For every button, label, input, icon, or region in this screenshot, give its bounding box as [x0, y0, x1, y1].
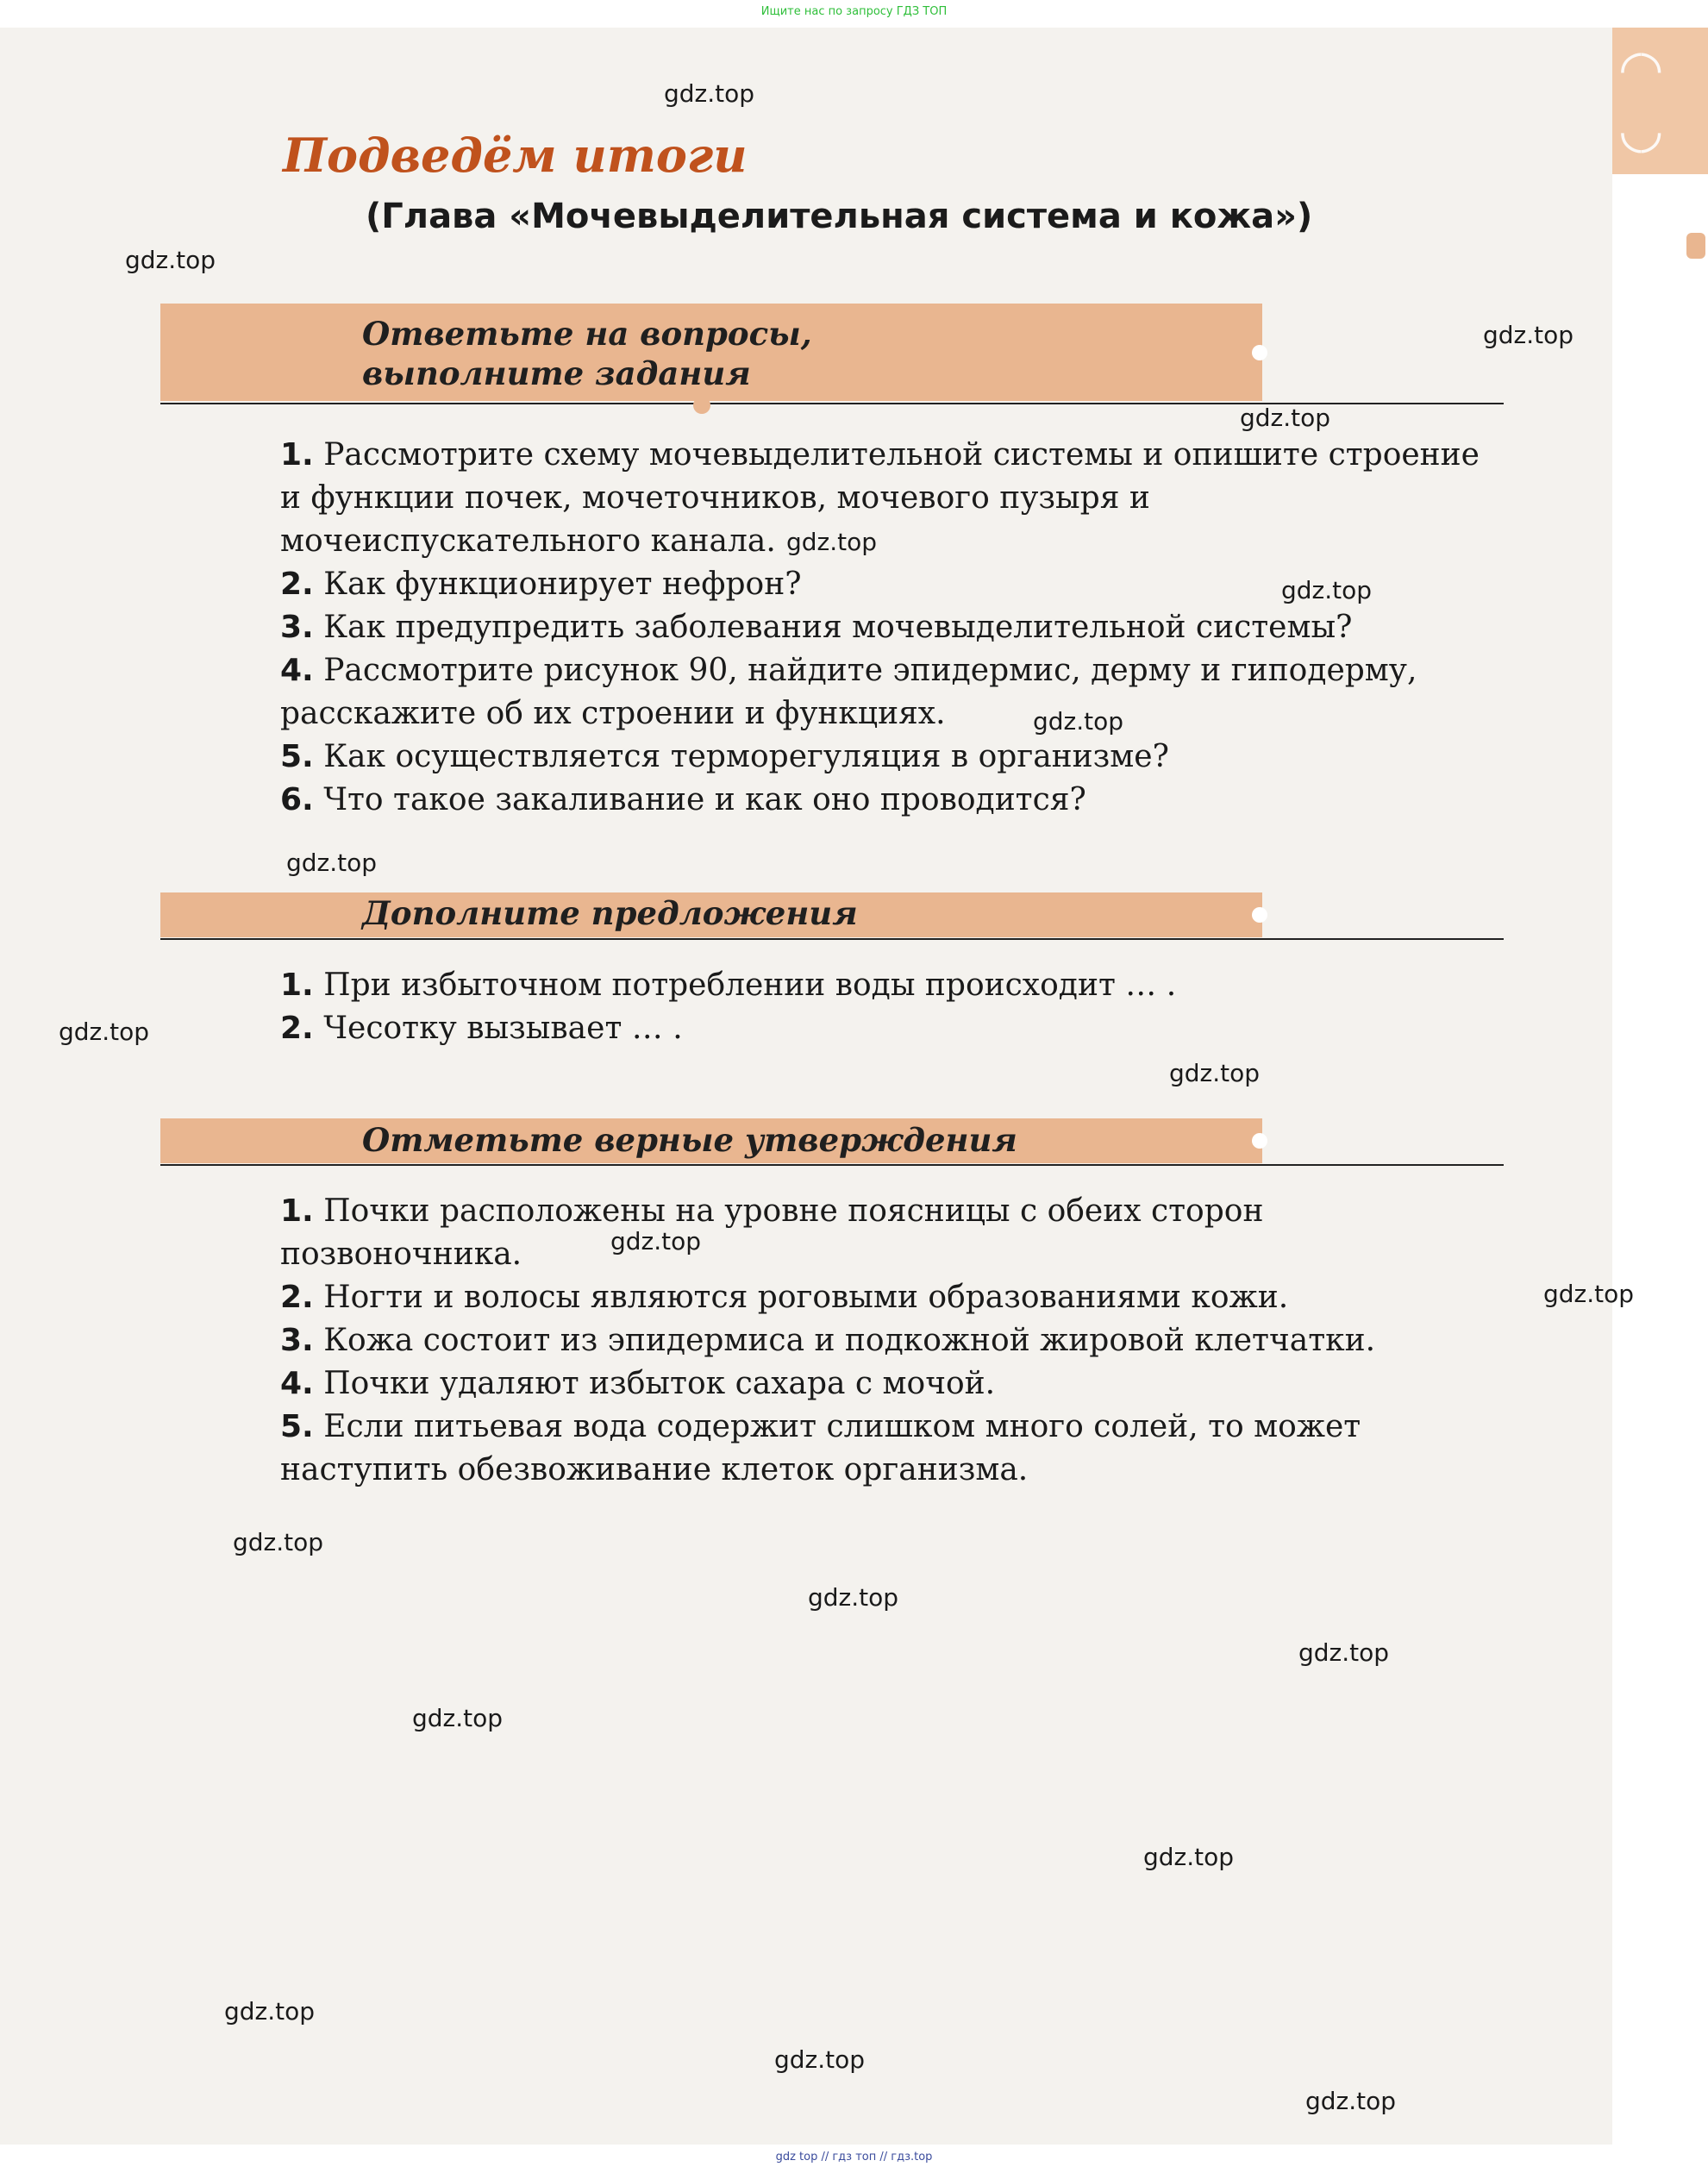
corner-marker — [1686, 233, 1705, 259]
item-number: 1. — [280, 968, 314, 1003]
item-text: При избыточном потреблении воды происходит … . — [323, 968, 1177, 1003]
list-item — [280, 434, 1505, 563]
page-edge — [1612, 28, 1708, 2145]
watermark: gdz.top — [610, 1227, 702, 1256]
list-item — [280, 1406, 1505, 1492]
rule-dot — [693, 397, 710, 414]
item-text: Почки расположены на уровне поясницы с обеих сторон позвоночника. — [280, 1193, 1264, 1272]
section-title-complete: Дополните предложения — [362, 894, 858, 932]
section-rule — [160, 1164, 1504, 1166]
list-item — [280, 649, 1505, 736]
watermark: gdz.top — [125, 246, 216, 274]
item-text: Кожа состоит из эпидермиса и подкожной жировой клетчатки. — [323, 1323, 1376, 1358]
corner-decoration: ◜◝ ◟◞ — [1612, 28, 1708, 174]
item-text: Рассмотрите схему мочевыделительной системы и опишите строение и функции почек, мочеточников, мочевого пузыря и мочеиспускательного канала. — [280, 437, 1480, 559]
item-number: 2. — [280, 1280, 314, 1315]
item-text: Если питьевая вода содержит слишком много солей, то может наступить обезвоживание клеток организма. — [280, 1409, 1361, 1487]
watermark: gdz.top — [1143, 1843, 1235, 1871]
list-item — [280, 1362, 1505, 1406]
list-item — [280, 964, 1505, 1007]
item-number: 3. — [280, 610, 314, 645]
item-number: 1. — [280, 1193, 314, 1229]
bottom-banner[interactable]: gdz top // гдз топ // гдз.top — [775, 2151, 933, 2164]
section-title-statements: Отметьте верные утверждения — [362, 1121, 1017, 1159]
item-number: 4. — [280, 1366, 314, 1401]
item-text: Ногти и волосы являются роговыми образованиями кожи. — [323, 1280, 1289, 1315]
watermark: gdz.top — [224, 1997, 316, 2026]
list-item — [280, 606, 1505, 649]
section-title-questions — [362, 314, 812, 393]
item-text: Что такое закаливание и как оно проводится? — [323, 782, 1086, 817]
complete-sentences-list — [280, 964, 1505, 1050]
watermark: gdz.top — [1298, 1638, 1390, 1667]
list-item — [280, 779, 1505, 822]
watermark: gdz.top — [1281, 576, 1373, 604]
chapter-subtitle: (Глава «Мочевыделительная система и кожа») — [366, 197, 1313, 236]
item-text: Почки удаляют избыток сахара с мочой. — [323, 1366, 996, 1401]
item-number: 2. — [280, 1011, 314, 1046]
item-number: 6. — [280, 782, 314, 817]
item-number: 2. — [280, 567, 314, 602]
watermark: gdz.top — [1305, 2087, 1397, 2115]
watermark: gdz.top — [1033, 707, 1124, 736]
section-title-line: выполните задания — [362, 354, 751, 392]
section-title-line: Ответьте на вопросы, — [362, 315, 812, 353]
item-text: Как осуществляется терморегуляция в организме? — [323, 739, 1169, 774]
watermark: gdz.top — [412, 1704, 504, 1732]
item-number: 3. — [280, 1323, 314, 1358]
item-number: 5. — [280, 1409, 314, 1444]
watermark: gdz.top — [1483, 321, 1574, 349]
item-number: 4. — [280, 653, 314, 688]
watermark: gdz.top — [286, 849, 378, 877]
item-text: Как функционирует нефрон? — [323, 567, 802, 602]
list-item — [280, 736, 1505, 779]
item-number: 5. — [280, 739, 314, 774]
watermark: gdz.top — [59, 1018, 150, 1046]
item-text: Рассмотрите рисунок 90, найдите эпидермис, дерму и гиподерму, расскажите об их строении и функциях. — [280, 653, 1417, 731]
watermark: gdz.top — [233, 1528, 324, 1556]
list-item — [280, 1276, 1505, 1319]
watermark: gdz.top — [664, 79, 755, 108]
section-rule — [160, 938, 1504, 940]
watermark: gdz.top — [774, 2045, 866, 2074]
list-item — [280, 1007, 1505, 1050]
statements-list — [280, 1190, 1505, 1492]
watermark: gdz.top — [1169, 1059, 1261, 1087]
questions-list — [280, 434, 1505, 822]
top-banner[interactable]: Ищите нас по запросу ГДЗ ТОП — [760, 5, 948, 18]
page-heading: Подведём итоги — [283, 128, 748, 183]
list-item — [280, 1319, 1505, 1362]
item-number: 1. — [280, 437, 314, 473]
watermark: gdz.top — [808, 1583, 899, 1612]
item-text: Чесотку вызывает … . — [323, 1011, 683, 1046]
list-item — [280, 1190, 1505, 1276]
watermark: gdz.top — [786, 528, 878, 556]
watermark: gdz.top — [1240, 404, 1331, 432]
watermark: gdz.top — [1543, 1280, 1635, 1308]
item-text: Как предупредить заболевания мочевыделительной системы? — [323, 610, 1353, 645]
